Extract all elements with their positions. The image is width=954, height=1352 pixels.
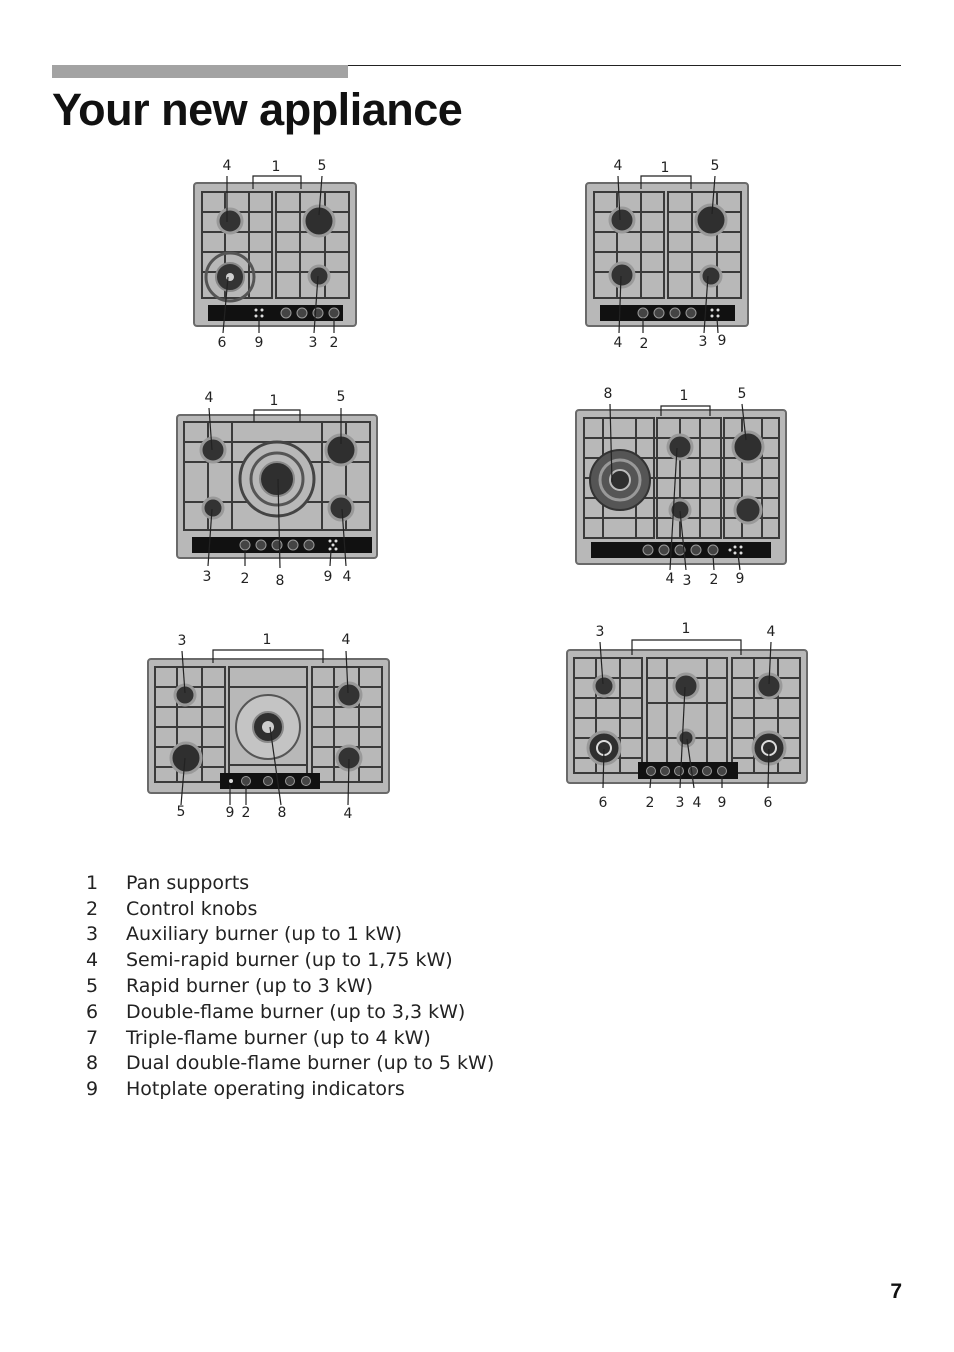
burner [171,743,201,773]
hob-diagram-5 [142,625,397,825]
callout-label: 3 [682,573,692,589]
indicator-lights [229,779,233,783]
callout-label: 2 [639,336,649,352]
callout-label: 4 [613,158,623,174]
legend-text: Double-flame burner (up to 3,3 kW) [126,1000,466,1023]
legend-item [86,1076,606,1102]
legend-item [86,947,606,973]
burner [696,205,726,235]
legend-item [86,999,606,1025]
legend-item [86,1051,606,1077]
page-title: Your new appliance [52,84,463,135]
callout-label: 4 [665,571,675,587]
burner [329,496,353,520]
callout-label: 4 [342,569,352,585]
legend-item [86,922,606,948]
hob-diagram-1 [185,150,375,355]
legend-item [86,973,606,999]
legend-text: Dual double-flame burner (up to 5 kW) [126,1052,495,1075]
callout-label: 5 [317,158,327,174]
legend-text: Triple-flame burner (up to 4 kW) [126,1026,431,1049]
callout-label: 2 [240,571,250,587]
burner [203,498,223,518]
callout-label: 2 [645,795,655,811]
callout-label: 4 [222,158,232,174]
legend-item [86,870,606,896]
callout-label: 8 [275,573,285,589]
header-rule-thick [52,65,348,78]
burner [701,266,721,286]
callout-label: 1 [681,621,691,637]
hob-diagram-2 [577,150,767,355]
callout-label: 5 [176,804,186,820]
legend-text: Control knobs [126,897,258,920]
callout-label: 4 [204,390,214,406]
callout-label: 3 [177,633,187,649]
legend-text: Rapid burner (up to 3 kW) [126,975,374,998]
callout-label: 9 [323,569,333,585]
callout-label: 1 [262,632,272,648]
callout-label: 6 [763,795,773,811]
legend-text: Semi-rapid burner (up to 1,75 kW) [126,949,453,972]
hob-diagram-4 [570,378,795,593]
legend-number: 3 [86,923,99,946]
callout-label: 4 [343,806,353,822]
callout-label: 1 [679,388,689,404]
callout-label: 5 [336,389,346,405]
legend-number: 1 [86,871,99,894]
burner [668,435,692,459]
callout-label: 2 [241,805,251,821]
callout-label: 1 [660,160,670,176]
callout-label: 3 [698,334,708,350]
callout-label: 4 [613,335,623,351]
burner [201,438,225,462]
callout-label: 4 [692,795,702,811]
callout-label: 9 [254,335,264,351]
burner [678,730,694,746]
legend-text: Hotplate operating indicators [126,1078,405,1101]
callout-label: 8 [277,805,287,821]
burner [674,674,698,698]
burner [735,497,761,523]
callout-label: 5 [737,386,747,402]
callout-label: 4 [766,624,776,640]
page-number: 7 [890,1280,902,1303]
callout-label: 9 [717,333,727,349]
legend-number: 4 [86,949,99,972]
callout-label: 6 [598,795,608,811]
legend-list [86,870,606,1102]
burner [309,266,329,286]
hob-diagram-3 [170,382,385,592]
callout-label: 3 [202,569,212,585]
burner [260,462,294,496]
legend-text: Auxiliary burner (up to 1 kW) [126,923,403,946]
header-rule [52,65,901,78]
callout-label: 9 [717,795,727,811]
callout-label: 1 [271,159,281,175]
callout-label: 6 [217,335,227,351]
callout-label: 8 [603,386,613,402]
legend-number: 7 [86,1026,99,1049]
burner [610,470,630,490]
legend-item [86,896,606,922]
callout-label: 3 [595,624,605,640]
header-rule-thin [348,65,901,66]
callout-label: 2 [329,335,339,351]
legend-number: 9 [86,1078,99,1101]
callout-label: 9 [735,571,745,587]
legend-number: 8 [86,1052,99,1075]
legend-text: Pan supports [126,871,250,894]
burner [337,683,361,707]
callout-label: 1 [269,393,279,409]
burner [610,263,634,287]
callout-label: 3 [675,795,685,811]
legend-number: 5 [86,975,99,998]
burner [733,432,763,462]
callout-label: 3 [308,335,318,351]
callout-label: 4 [341,632,351,648]
legend-number: 2 [86,897,99,920]
callout-label: 2 [709,572,719,588]
burner [262,721,274,733]
callout-label: 5 [710,158,720,174]
burner [610,208,634,232]
burner [594,676,614,696]
hob-diagram-6 [560,618,816,818]
callout-label: 9 [225,805,235,821]
legend-item [86,1025,606,1051]
burner [218,209,242,233]
legend-number: 6 [86,1000,99,1023]
